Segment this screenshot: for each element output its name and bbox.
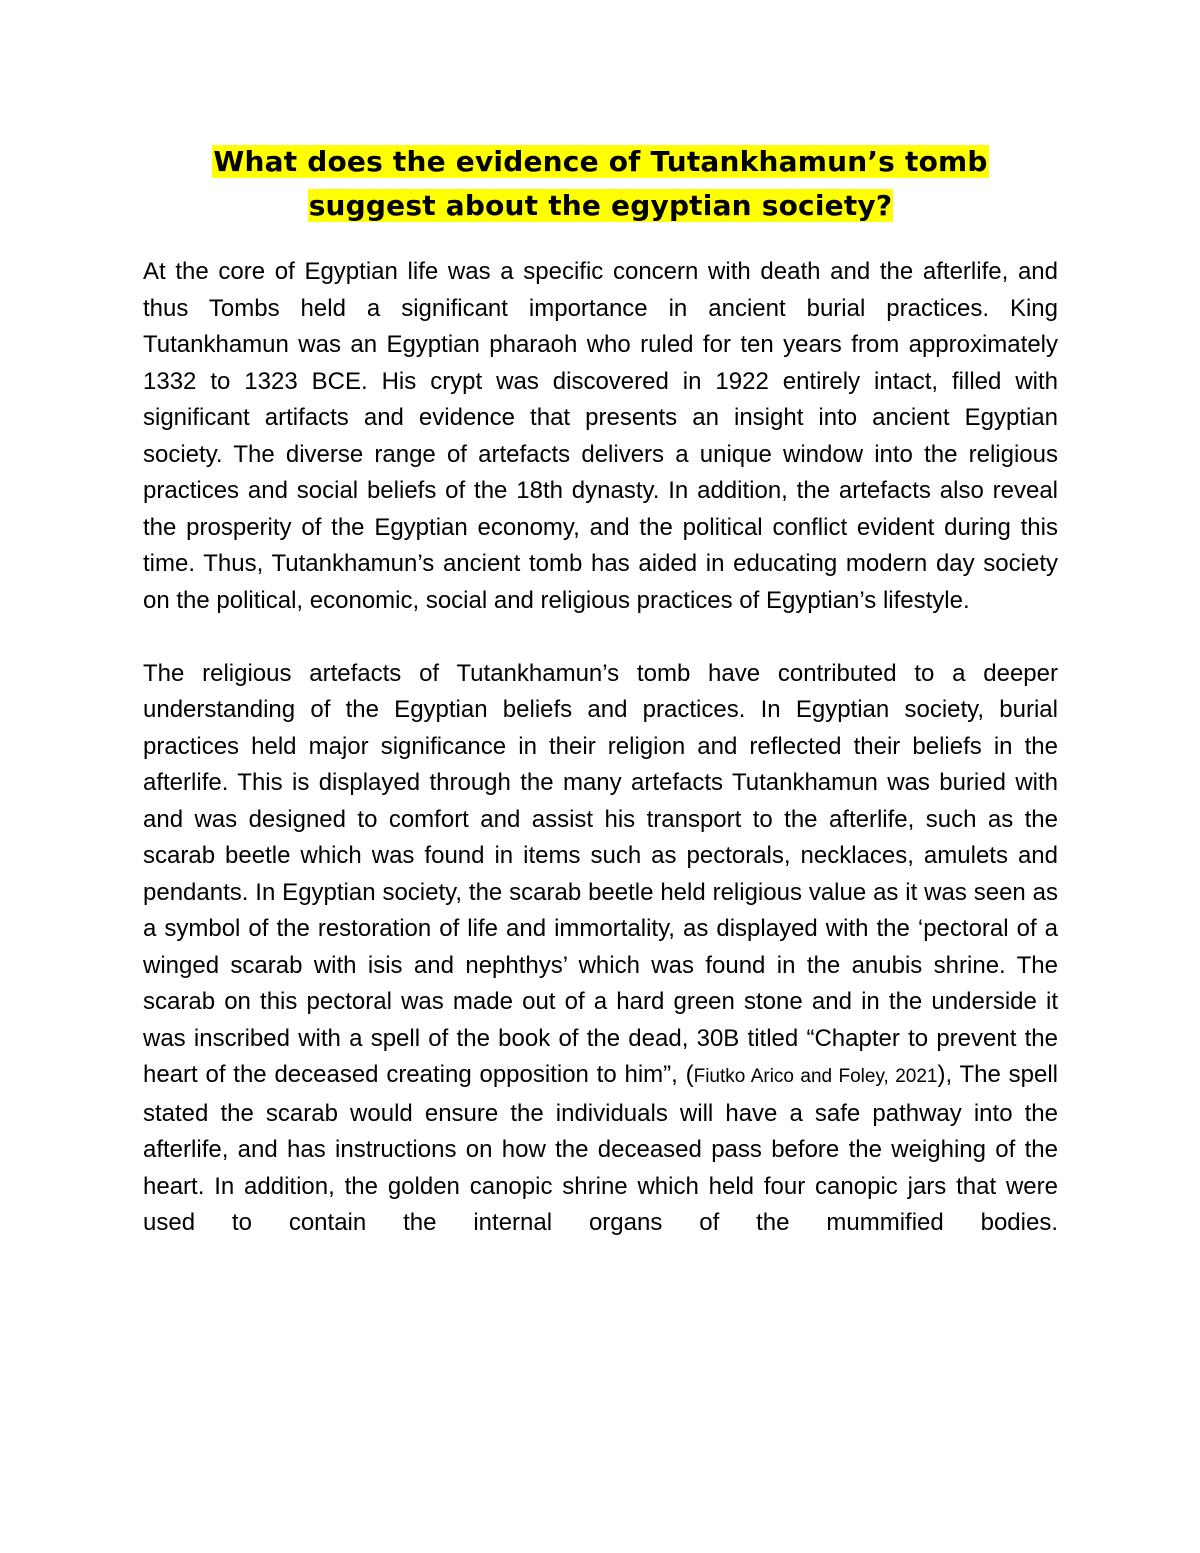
paragraph-2 xyxy=(143,656,1058,1242)
document-page xyxy=(143,140,1058,1242)
title-line-2: suggest about the egyptian society? xyxy=(308,189,893,222)
paragraph-1: At the core of Egyptian life was a specific concern with death and the afterlife, and thus Tombs held a significant importance in ancient burial practices. King Tutankhamun was an Egyptian pharaoh who ruled for ten years from approximately 1332 to 1323 BCE. His crypt was discovered in 1922 entirely intact, filled with significant artifacts and evidence that presents an insight into ancient Egyptian society. The diverse range of artefacts delivers a unique window into the religious practices and social beliefs of the 18th dynasty. In addition, the artefacts also reveal the prosperity of the Egyptian economy, and the political conflict evident during this time. Thus, Tutankhamun’s ancient tomb has aided in educating modern day society on the political, economic, social and religious practices of Egyptian’s lifestyle. xyxy=(143,258,1058,614)
essay-title xyxy=(143,140,1058,228)
citation: Fiutko Arico and Foley, 2021 xyxy=(693,1066,938,1087)
paragraph-2-text-a: The religious artefacts of Tutankhamun’s tomb have contributed to a deeper understanding of the Egyptian beliefs and practices. In Egyptian society, burial practices held major significance in their religion and reflected their beliefs in the afterlife. This is displayed through the many artefacts Tutankhamun was buried with and was designed to comfort and assist his transport to the afterlife, such as the scarab beetle which was found in items such as pectorals, necklaces, amulets and pendants. In Egyptian society, the scarab beetle held religious value as it was seen as a symbol of the restoration of life and immortality, as displayed with the ‘pectoral of a winged scarab with isis and nephthys’ which was found in the anubis shrine. The scarab on this pectoral was made out of a hard green stone and in the underside it was inscribed with a spell of the book of the dead, 30B titled “Chapter to prevent the heart of the deceased creating opposition to him”, ( xyxy=(143,659,1058,1088)
paragraph-2-text-b: ), The spell stated the scarab would ensure the individuals will have a safe pathway into the afterlife, and has instructions on how the deceased pass before the weighing of the heart. In addition, the golden canopic shrine which held four canopic jars that were used to contain the internal organs of the mummified bodies. xyxy=(143,1061,1058,1236)
title-line-1: What does the evidence of Tutankhamun’s tomb xyxy=(213,145,988,178)
